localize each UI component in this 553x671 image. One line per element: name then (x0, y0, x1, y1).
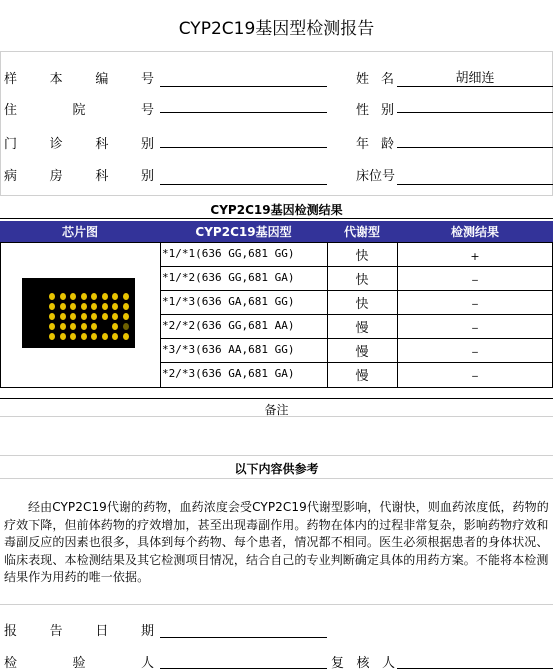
chip-image (22, 278, 135, 348)
metabolism-cell: 慢 (355, 369, 369, 384)
chip-spot (112, 323, 118, 330)
name-value: 胡细连 (455, 71, 495, 86)
result-cell: _ (472, 316, 478, 329)
chip-spot (102, 313, 108, 320)
chip-spot (81, 293, 87, 300)
grid-line (0, 195, 553, 196)
label-char: 号 (140, 103, 154, 118)
genotype-cell: *2/*2(636 GG,681 AA) (162, 319, 295, 332)
metabolism-cell: 快 (355, 249, 369, 264)
chip-spot (123, 333, 129, 340)
label-char: 龄 (380, 137, 394, 152)
chip-spot (70, 303, 76, 310)
genotype-cell: *1/*1(636 GG,681 GG) (162, 247, 295, 260)
chip-spot (112, 293, 118, 300)
label-char: 日 (95, 624, 109, 639)
chip-spot (102, 333, 108, 340)
field-underline (397, 147, 553, 148)
chip-spot (123, 303, 129, 310)
grid-line (0, 478, 553, 479)
table-border (0, 242, 553, 243)
label-char: 性 (356, 103, 370, 118)
chip-spot (49, 333, 55, 340)
label-char: 本 (49, 72, 63, 87)
hospital-no-label (4, 99, 154, 118)
label-char: 人 (381, 656, 395, 671)
chip-spot (81, 323, 87, 330)
label-char: 住 (4, 103, 18, 118)
clinic-dept-label (4, 133, 154, 152)
chip-spot (123, 323, 129, 330)
chip-spot (102, 293, 108, 300)
chip-spot (70, 333, 76, 340)
field-underline (160, 86, 327, 87)
chip-spot (70, 313, 76, 320)
field-underline (397, 112, 553, 113)
label-char: 报 (4, 624, 18, 639)
chip-spot (60, 313, 66, 320)
genotype-cell: *1/*2(636 GG,681 GA) (162, 271, 295, 284)
report-date-label (4, 620, 154, 639)
chip-spot (60, 303, 66, 310)
label-char: 复 (331, 656, 345, 671)
report-title: CYP2C19基因型检测报告 (178, 19, 375, 39)
result-cell: _ (472, 340, 478, 353)
chip-spot (123, 293, 129, 300)
chip-spot (49, 293, 55, 300)
chip-spot (60, 323, 66, 330)
chip-spot (70, 293, 76, 300)
label-char: 年 (356, 137, 370, 152)
genotype-cell: *3/*3(636 AA,681 GG) (162, 343, 295, 356)
chip-spot (91, 303, 97, 310)
label-char: 别 (380, 103, 394, 118)
label-char: 门 (4, 137, 18, 152)
grid-line (0, 51, 1, 195)
label-char: 核 (356, 656, 370, 671)
result-cell: _ (472, 364, 478, 377)
inspector-label (4, 652, 154, 671)
table-border (0, 387, 553, 388)
result-cell: + (470, 250, 480, 263)
chip-spot (112, 313, 118, 320)
chip-spot (91, 313, 97, 320)
grid-line (0, 604, 553, 605)
reference-title: 以下内容供参考 (234, 462, 319, 476)
table-border (160, 242, 161, 388)
metabolism-cell: 快 (355, 297, 369, 312)
chip-spot (91, 323, 97, 330)
chip-spot (49, 313, 55, 320)
label-char: 诊 (49, 137, 63, 152)
label-char: 科 (95, 137, 109, 152)
field-underline (160, 184, 327, 185)
name-label (356, 68, 394, 87)
chip-spot (60, 333, 66, 340)
chip-spot (49, 303, 55, 310)
chip-spot (81, 333, 87, 340)
label-char: 院 (72, 103, 86, 118)
age-label (356, 133, 394, 152)
label-char: 名 (380, 72, 394, 87)
table-border (0, 242, 1, 388)
divider (0, 398, 553, 399)
label-char: 人 (140, 656, 154, 671)
label-char: 告 (49, 624, 63, 639)
header-chip-image: 芯片图 (61, 225, 98, 239)
label-char: 编 (95, 72, 109, 87)
chip-spot (81, 303, 87, 310)
chip-spot (60, 293, 66, 300)
row-border (160, 266, 553, 267)
label-char: 病 (4, 169, 18, 184)
field-underline (160, 147, 327, 148)
label-char: 姓 (356, 72, 370, 87)
field-underline (397, 86, 553, 87)
reference-text: 经由CYP2C19代谢的药物，血药浓度会受CYP2C19代谢型影响，代谢快，则血药浓度低，药物的疗效下降，但前体药物的疗效增加，甚至出现毒副作用。药物在体内的过程非常复杂，影响药物疗效和毒副反应的因素也很多，具体到每个药物、每个患者，情况都不相同。医生必须根据患者的身体状况、临床表现、本检测结果及其它检测项目情况，结合自己的专业判断确定具体的用药方案。不能将本检测结果作为用药的唯一依据。 (4, 500, 549, 584)
result-cell: _ (472, 268, 478, 281)
genotype-cell: *1/*3(636 GA,681 GG) (162, 295, 295, 308)
metabolism-cell: 慢 (355, 321, 369, 336)
grid-line (0, 416, 553, 417)
grid-line (0, 455, 553, 456)
header-result: 检测结果 (450, 225, 499, 239)
header-genotype: CYP2C19基因型 (195, 225, 292, 239)
row-border (160, 290, 553, 291)
sample-no-label (4, 68, 154, 87)
genotype-cell: *2/*3(636 GA,681 GA) (162, 367, 295, 380)
sex-label (356, 99, 394, 118)
field-underline (397, 184, 553, 185)
chip-spot (49, 323, 55, 330)
chip-spot (70, 323, 76, 330)
row-border (160, 314, 553, 315)
label-char: 房 (49, 169, 63, 184)
divider (0, 218, 553, 219)
reviewer-label (331, 652, 395, 671)
label-char: 别 (140, 137, 154, 152)
chip-spot (112, 303, 118, 310)
label-char: 别 (140, 169, 154, 184)
result-cell: _ (472, 292, 478, 305)
field-underline (160, 637, 327, 638)
chip-spot (91, 293, 97, 300)
results-section-title: CYP2C19基因检测结果 (210, 203, 343, 217)
label-char: 验 (72, 656, 86, 671)
bed-label: 床位号 (356, 169, 396, 184)
ward-dept-label (4, 165, 154, 184)
metabolism-cell: 慢 (355, 345, 369, 360)
row-border (160, 338, 553, 339)
chip-spot (91, 333, 97, 340)
label-char: 样 (4, 72, 18, 87)
chip-spot (112, 333, 118, 340)
chip-spot (102, 303, 108, 310)
chip-spot (123, 313, 129, 320)
header-metabolism: 代谢型 (343, 225, 380, 239)
label-char: 号 (140, 72, 154, 87)
row-border (160, 362, 553, 363)
label-char: 科 (95, 169, 109, 184)
label-char: 期 (140, 624, 154, 639)
remarks-label: 备注 (264, 403, 289, 417)
grid-line (0, 51, 553, 52)
field-underline (160, 112, 327, 113)
chip-spot (81, 313, 87, 320)
label-char: 检 (4, 656, 18, 671)
metabolism-cell: 快 (355, 273, 369, 288)
